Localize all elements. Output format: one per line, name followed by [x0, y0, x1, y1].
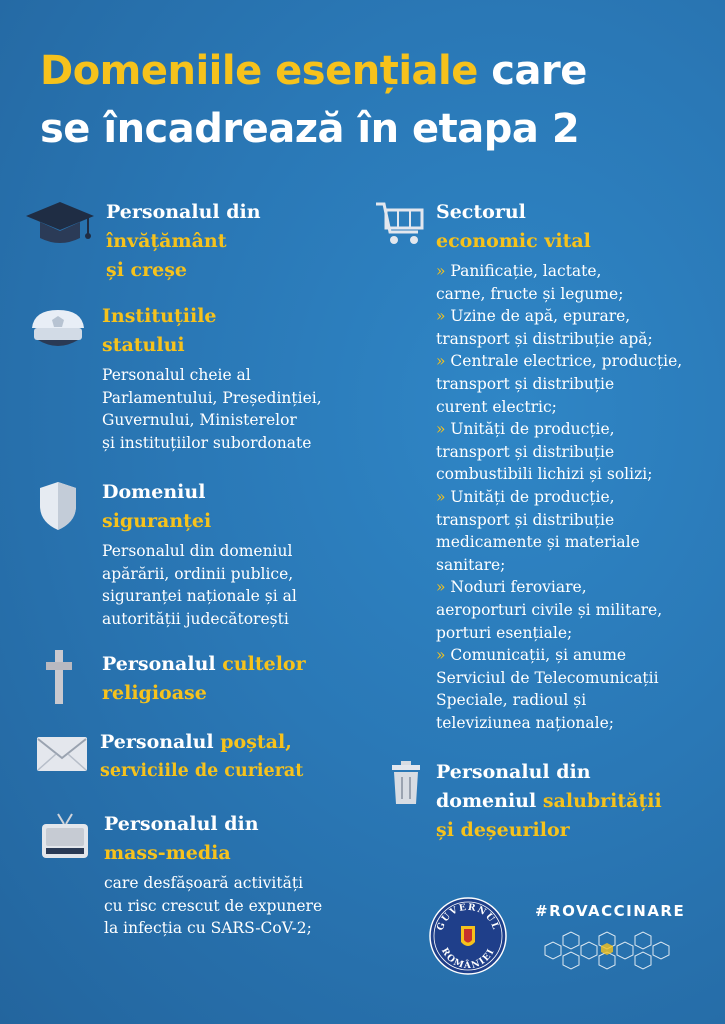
section-heading-highlight: învățământ — [106, 230, 227, 252]
envelope-icon — [36, 736, 88, 772]
hashtag-label: #ROVACCINARE — [535, 902, 686, 920]
bullet-line: Centrale electrice, producție, — [450, 352, 683, 371]
bullet-line: Unități de producție, — [450, 487, 615, 506]
section-heading-highlight: statului — [102, 334, 185, 356]
bullet-line: Speciale, radioul și — [436, 691, 587, 710]
section-heading: Personalul — [100, 731, 221, 753]
section-security — [102, 478, 362, 630]
bullet-line: Noduri feroviare, — [450, 578, 587, 597]
section-heading-highlight: și creșe — [106, 259, 187, 281]
svg-text:ROMÂNIEI: ROMÂNIEI — [438, 946, 498, 972]
bullet-item: » Panificație, lactate, carne, fructe și legume; — [436, 260, 721, 305]
svg-text:GUVERNUL: GUVERNUL — [435, 902, 501, 933]
section-economic — [436, 198, 721, 734]
section-heading-highlight: siguranței — [102, 510, 212, 532]
title-highlight: Domeniile esențiale — [40, 48, 478, 94]
bullet-line: transport și distribuție — [436, 510, 615, 529]
bullet-line: Uzine de apă, epurare, — [450, 307, 631, 326]
bullet-line: televiziunea naționale; — [436, 713, 614, 732]
body-line: Personalul cheie al — [102, 366, 251, 384]
bullet-item: » Uzine de apă, epurare, transport și distribuție apă; — [436, 305, 721, 350]
section-mass-media — [104, 810, 364, 940]
bullet-item: » Unități de producție, transport și distribuție medicamente și materiale sanitare; — [436, 486, 721, 576]
bullet-line: Panificație, lactate, — [450, 262, 602, 280]
section-body — [102, 540, 362, 630]
government-seal-logo — [428, 896, 508, 976]
section-heading: Personalul din — [106, 201, 261, 223]
shopping-cart-icon — [374, 200, 426, 248]
title-line2: se încadrează în etapa 2 — [40, 106, 580, 152]
section-heading-highlight: serviciile de curierat — [100, 761, 304, 781]
title-rest: care — [477, 48, 587, 94]
bullet-line: transport și distribuție apă; — [436, 329, 653, 348]
bullet-item: » Comunicații, și anume Serviciul de Telecomunicații Speciale, radioul și televiziunea naționale; — [436, 644, 721, 734]
body-line: cu risc crescut de expunere — [104, 896, 323, 915]
bullet-line: combustibili lichizi și solizi; — [436, 465, 653, 484]
section-education — [106, 198, 261, 285]
bullet-line: transport și distribuție — [436, 442, 615, 461]
bullet-line: porturi esențiale; — [436, 623, 573, 642]
page-title — [40, 42, 700, 158]
cross-icon — [44, 648, 74, 706]
body-line: la infecția cu SARS-CoV-2; — [104, 919, 312, 937]
body-line: Guvernului, Ministerelor — [102, 411, 297, 429]
section-heading-highlight: salubrității — [542, 790, 662, 812]
section-body — [104, 872, 364, 940]
body-line: Personalul din domeniul — [102, 542, 293, 560]
body-line: care desfășoară activități — [104, 874, 304, 892]
police-cap-icon — [28, 306, 88, 354]
section-heading: Sectorul — [436, 201, 526, 223]
section-heading-highlight: economic vital — [436, 230, 591, 252]
body-line: și instituțiilor subordonate — [102, 433, 312, 452]
bullet-line: Unități de producție, — [450, 420, 615, 439]
section-sanitation — [436, 758, 721, 845]
bullet-line: carne, fructe și legume; — [436, 284, 624, 303]
section-body — [102, 364, 362, 454]
section-heading-highlight: religioase — [102, 682, 207, 704]
bullet-line: Serviciul de Telecomunicații — [436, 668, 659, 687]
body-line: Parlamentului, Președinției, — [102, 388, 322, 407]
tv-icon — [40, 812, 90, 860]
section-heading-highlight: poștal, — [220, 731, 292, 753]
body-line: siguranței naționale și al — [102, 587, 297, 605]
graduation-cap-icon — [24, 200, 96, 250]
bullet-item: » Centrale electrice, producție, transport și distribuție curent electric; — [436, 350, 721, 418]
body-line: apărării, ordinii publice, — [102, 564, 294, 583]
section-heading-highlight: Instituțiile — [102, 305, 217, 327]
section-religious — [102, 650, 382, 708]
body-line: autorității judecătorești — [102, 609, 289, 628]
bullet-item: » Noduri feroviare, aeroporturi civile și militare, porturi esențiale; — [436, 576, 721, 644]
section-heading: domeniul — [436, 790, 543, 812]
section-heading-highlight: și deșeurilor — [436, 819, 570, 841]
section-heading-highlight: cultelor — [222, 653, 306, 675]
bullet-item: » Unități de producție, transport și distribuție combustibili lichizi și solizi; — [436, 418, 721, 486]
bullet-line: aeroporturi civile și militare, — [436, 600, 663, 619]
section-heading: Personalul din — [104, 813, 259, 835]
hexagon-pattern-icon — [535, 928, 675, 978]
bullet-line: sanitare; — [436, 555, 506, 574]
bullet-line: medicamente și materiale — [436, 533, 640, 552]
section-state-institutions — [102, 302, 362, 454]
bullet-line: transport și distribuție — [436, 374, 615, 393]
shield-icon — [38, 480, 78, 532]
section-heading: Personalul — [102, 653, 223, 675]
section-heading: Domeniul — [102, 481, 206, 503]
bullet-list — [436, 260, 721, 734]
bullet-line: Comunicații, și anume — [450, 646, 627, 665]
section-postal — [100, 728, 360, 786]
section-heading-highlight: mass-media — [104, 842, 231, 864]
trash-bin-icon — [390, 760, 422, 806]
bullet-line: curent electric; — [436, 397, 557, 416]
section-heading: Personalul din — [436, 761, 591, 783]
